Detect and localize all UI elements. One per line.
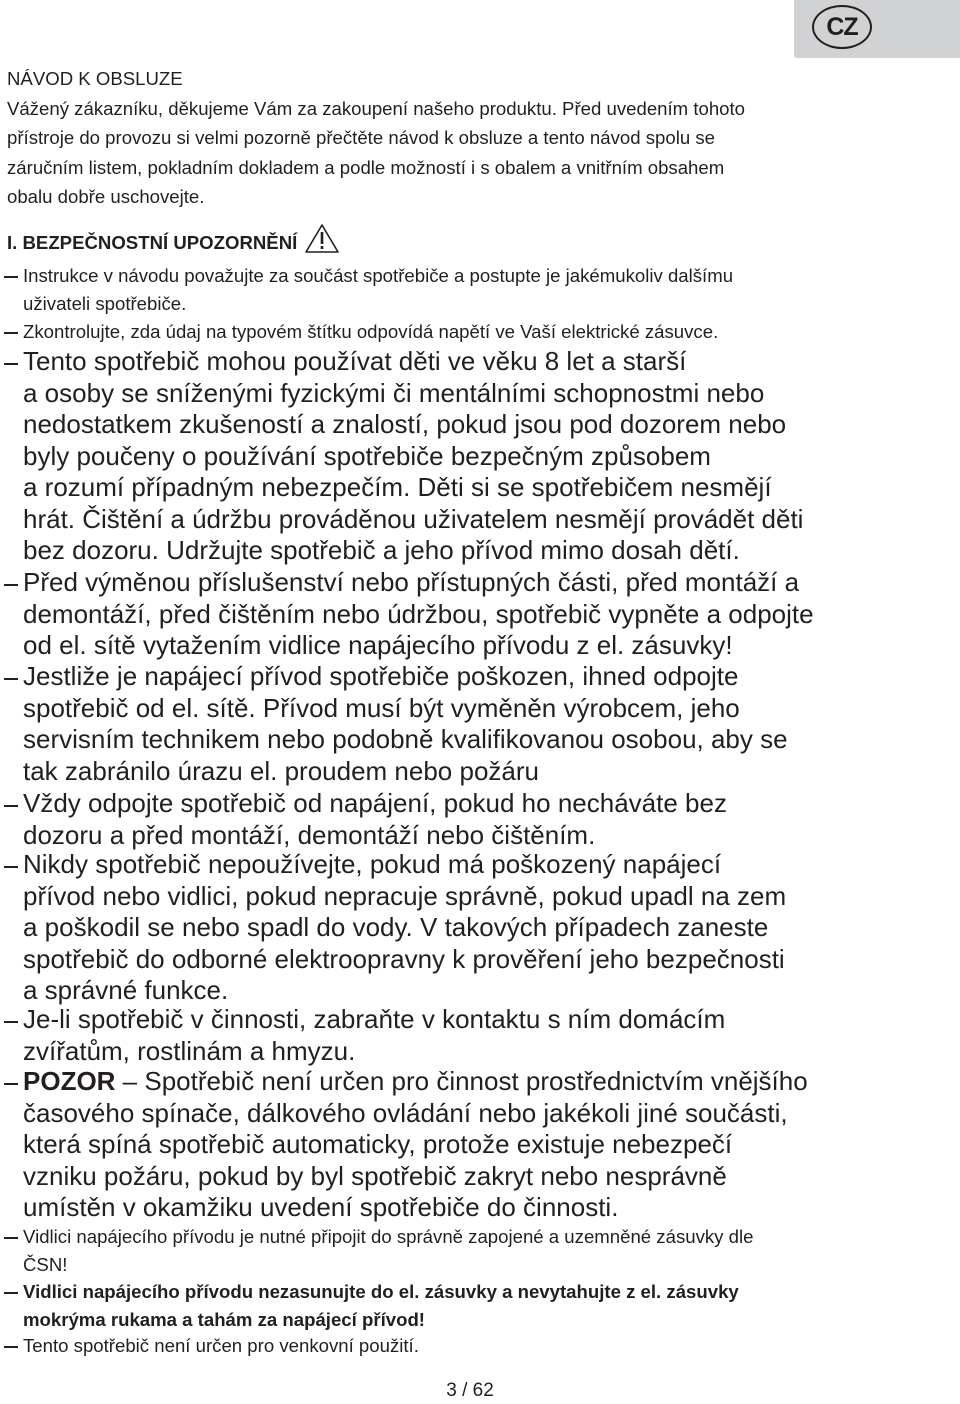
item-line: Tento spotřebič není určen pro venkovní použití. [23,1335,419,1356]
intro-line: obalu dobře uschovejte. [7,186,205,207]
page-number: 3 / 62 [446,1380,494,1401]
item-line: Vždy odpojte spotřebič od napájení, pokud ho necháváte bez [23,788,727,818]
safety-item [0,1223,940,1279]
item-line: Vidlici napájecího přívodu je nutné připojit do správně zapojené a uzemněné zásuvky dle [23,1226,754,1247]
item-line: a rozumí případným nebezpečím. Děti si se spotřebičem nesmějí [23,472,772,502]
item-line: uživateli spotřebiče. [23,293,187,314]
item-line: servisním technikem nebo podobně kvalifikovanou osobou, aby se [23,724,788,754]
safety-item-warning [0,1066,940,1224]
safety-item [0,849,940,1007]
item-line: která spíná spotřebič automaticky, protože existuje nebezpečí [23,1129,733,1159]
item-line: Nikdy spotřebič nepoužívejte, pokud má poškozený napájecí [23,849,722,879]
dash-bullet [4,1292,18,1294]
item-line: spotřebič do odborné elektroopravny k prověření jeho bezpečnosti [23,943,785,974]
dash-bullet [4,805,18,807]
safety-item [0,567,940,662]
item-line: mokrýma rukama a tahám za napájecí přívod! [23,1309,425,1330]
language-code: CZ [826,12,858,41]
item-line: přívod nebo vidlici, pokud nepracuje správně, pokud upadl na zem [23,880,787,911]
safety-item [0,1004,940,1067]
item-line: tak zabránilo úrazu el. proudem nebo požáru [23,755,539,786]
item-line: Instrukce v návodu považujte za součást spotřebiče a postupte je jakémukoliv dalšímu [23,265,734,286]
dash-bullet [4,678,18,680]
dash-bullet [4,276,18,278]
language-badge [812,5,872,49]
item-line: Tento spotřebič mohou používat děti ve věku 8 let a starší [23,346,687,376]
item-line: časového spínače, dálkového ovládání nebo jakékoli jiné součásti, [23,1097,788,1128]
item-line [23,1066,940,1098]
item-line: a správné funkce. [23,975,229,1005]
safety-item [0,346,940,567]
item-line: umístěn v okamžiku uvedení spotřebiče do činnosti. [23,1192,619,1222]
item-line: demontáží, před čištěním nebo údržbou, spotřebič vypněte a odpojte [23,598,814,629]
intro-line: Vážený zákazníku, děkujeme Vám za zakoupení našeho produktu. Před uvedením tohoto [7,97,746,119]
safety-item [0,262,940,318]
item-line: nedostatkem zkušeností a znalostí, pokud jsou pod dozorem nebo [23,409,787,439]
dash-bullet [4,363,18,365]
item-line: spotřebič od el. sítě. Přívod musí být vyměněn výrobcem, jeho [23,692,740,723]
item-line-text: – Spotřebič není určen pro činnost prostřednictvím vnějšího [115,1066,808,1096]
item-line: Jestliže je napájecí přívod spotřebiče poškozen, ihned odpojte [23,661,739,691]
dash-bullet [4,332,18,334]
dash-bullet [4,1346,18,1348]
item-line: zvířatům, rostlinám a hmyzu. [23,1035,356,1066]
intro-line: záručním listem, pokladním dokladem a podle možností i s obalem a vnitřním obsahem [7,156,725,178]
dash-bullet [4,866,18,868]
safety-item [0,318,940,346]
item-line: od el. sítě vytažením vidlice napájecího přívodu z el. zásuvky! [23,630,733,660]
item-line: vzniku požáru, pokud by byl spotřebič zakryt nebo nesprávně [23,1160,727,1191]
safety-item [0,1332,940,1360]
warning-triangle-icon [304,223,340,254]
dash-bullet [4,1083,18,1085]
safety-item [0,661,940,787]
safety-item [0,788,940,851]
item-line: dozoru a před montáží, demontáží nebo čištěním. [23,819,596,850]
intro-line: přístroje do provozu si velmi pozorně přečtěte návod k obsluze a tento návod spolu se [7,127,716,148]
warning-label: POZOR [23,1066,116,1096]
intro [7,64,907,212]
item-line: byly poučeny o používání spotřebiče bezpečným způsobem [23,440,711,471]
item-line: Vidlici napájecího přívodu nezasunujte do el. zásuvky a nevytahujte z el. zásuvky [23,1281,739,1302]
item-line: hrát. Čištění a údržbu prováděnou uživatelem nesmějí provádět děti [23,503,804,534]
section-heading [7,229,340,257]
item-line: ČSN! [23,1254,68,1275]
item-line: Před výměnou příslušenství nebo přístupných části, před montáží a [23,567,800,597]
section-heading-text: I. BEZPEČNOSTNÍ UPOZORNĚNÍ [7,232,298,253]
item-line: a poškodil se nebo spadl do vody. V takových případech zaneste [23,912,769,942]
dash-bullet [4,1021,18,1023]
item-line: Zkontrolujte, zda údaj na typovém štítku odpovídá napětí ve Vaší elektrické zásuvce. [23,321,719,342]
safety-item [0,1278,940,1334]
item-line: a osoby se sníženými fyzickými či mentálními schopnostmi nebo [23,377,765,408]
dash-bullet [4,584,18,586]
item-line: Je-li spotřebič v činnosti, zabraňte v kontaktu s ním domácím [23,1004,726,1034]
manual-title: NÁVOD K OBSLUZE [7,68,183,89]
item-line: bez dozoru. Udržujte spotřebič a jeho přívod mimo dosah dětí. [23,535,740,565]
dash-bullet [4,1237,18,1239]
